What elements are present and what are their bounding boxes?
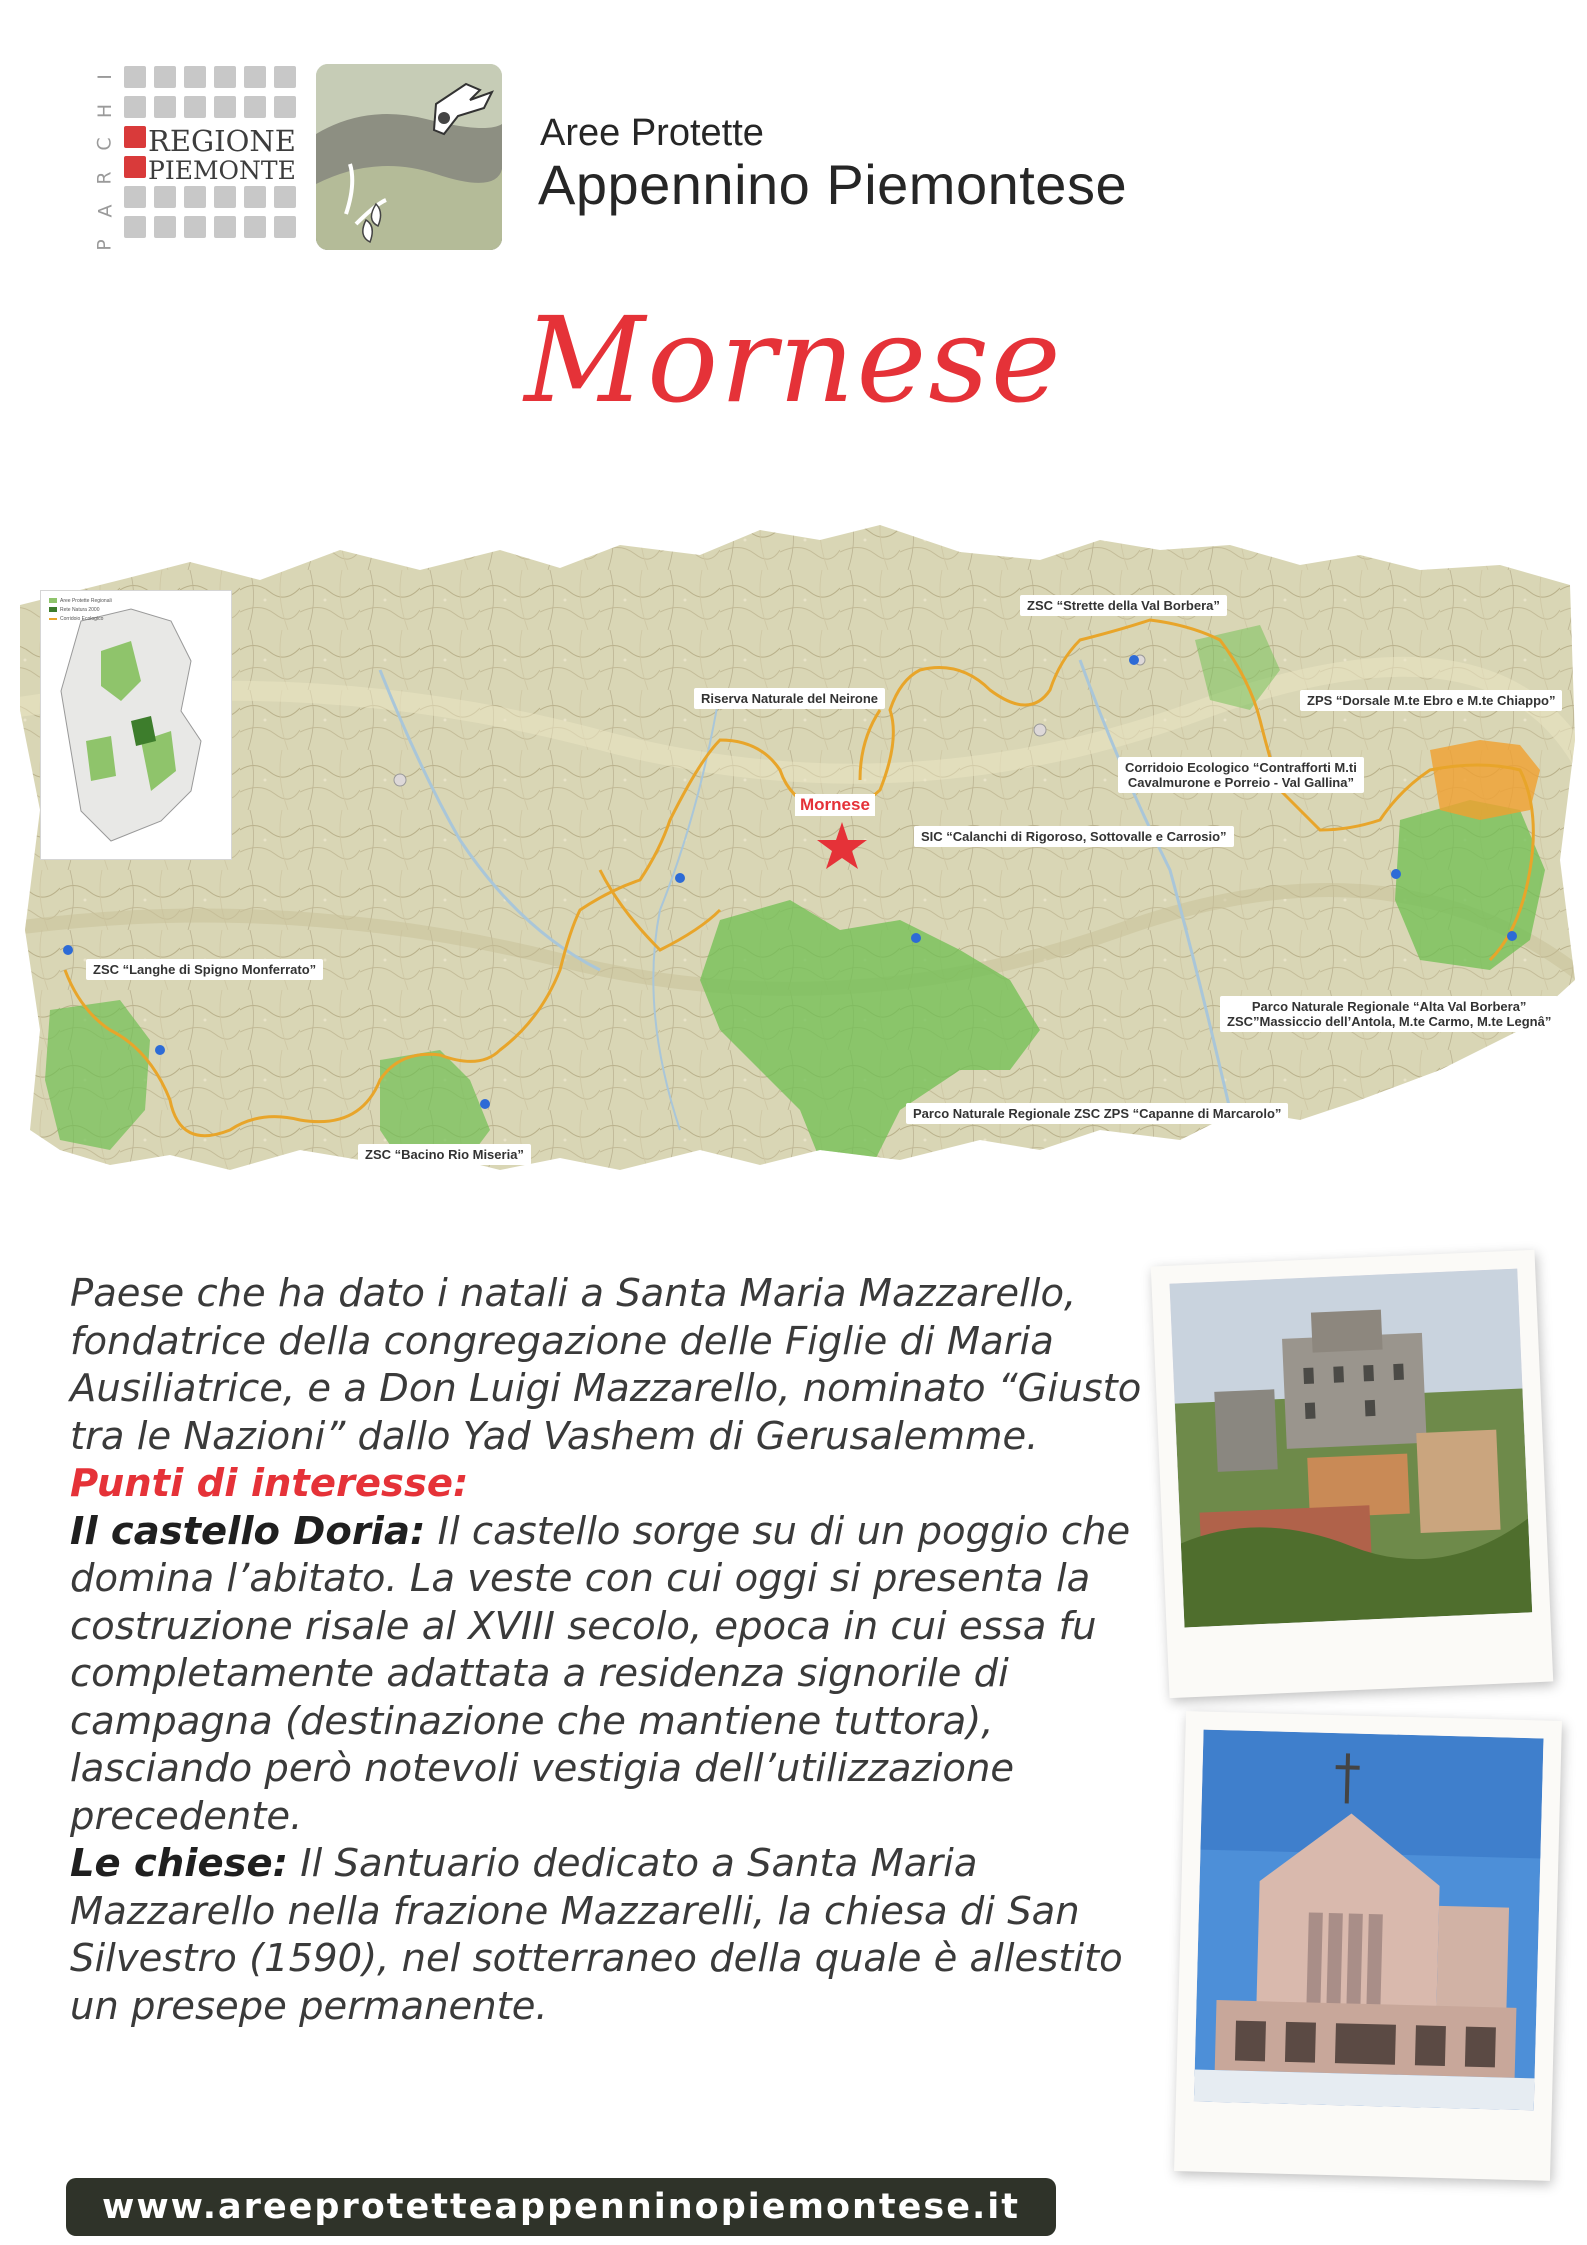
chiese-paragraph: Le chiese: Il Santuario dedicato a Santa Maria Mazzarello nella frazione Mazzarelli, la chiesa di San Silvestro (1590), nel sotterraneo della quale è allestito un presepe permanente. — [70, 1841, 1123, 2029]
website-url-link[interactable]: www.areeprotetteappenninopiemontese.it — [66, 2178, 1056, 2236]
page-title: Mornese — [524, 291, 1063, 429]
map-label-calanchi: SIC “Calanchi di Rigoroso, Sottovalle e Carrosio” — [914, 826, 1234, 847]
map-label-alta-val-borbera: Parco Naturale Regionale “Alta Val Borbera” ZSC”Massiccio dell’Antola, M.te Carmo, M.te Legnâ” — [1220, 996, 1558, 1032]
chiesa-photo — [1194, 1730, 1544, 2111]
map-label-dorsale: ZPS “Dorsale M.te Ebro e M.te Chiappo” — [1300, 690, 1562, 711]
parchi-vertical-text: I H C R A P — [93, 74, 116, 251]
header — [0, 0, 1587, 280]
castello-paragraph: Il castello Doria: Il castello sorge su di un poggio che domina l’abitato. La veste con cui oggi si presenta la costruzione risale al XVIII secolo, epoca in cui essa fu completamente adattata a residenza signorile di campagna (destinazione che mantiene tuttora), lasciando però notevoli vestigia dell’utilizzazione precedente. — [70, 1508, 1131, 1839]
castello-doria-photo — [1170, 1269, 1533, 1628]
map-label-capanne: Parco Naturale Regionale ZSC ZPS “Capanne di Marcarolo” — [906, 1103, 1288, 1124]
regione-piemonte-logo-text: REGIONE PIEMONTE — [148, 124, 296, 185]
inset-locator-map — [40, 590, 232, 860]
intro-paragraph: Paese che ha dato i natali a Santa Maria Mazzarello, fondatrice della congregazione delle Figlie di Maria Ausiliatrice, e a Don Luigi Mazzarello, nominato “Giusto tra le Nazioni” dallo Yad Vashem di Gerusalemme. — [70, 1271, 1142, 1459]
chiesa-photo-frame — [1174, 1711, 1562, 2181]
org-name-large: Appennino Piemontese — [538, 153, 1128, 216]
map-graphic — [0, 510, 1587, 1230]
inset-legend: Aree Protette Regionali Rete Natura 2000 Corridoio Ecologico — [49, 597, 112, 624]
map-label-strette: ZSC “Strette della Val Borbera” — [1020, 595, 1227, 616]
castello-photo-frame — [1151, 1250, 1553, 1698]
appennino-emblem-logo — [316, 64, 502, 250]
body-text — [70, 1270, 1150, 2030]
map-label-mornese: Mornese — [795, 794, 875, 816]
map-label-bacino: ZSC “Bacino Rio Miseria” — [358, 1144, 531, 1165]
map-label-corridoio: Corridoio Ecologico “Contrafforti M.ti Cavalmurone e Porreio - Val Gallina” — [1118, 757, 1364, 793]
org-name-small: Aree Protette — [540, 112, 764, 154]
territory-map — [0, 510, 1587, 1230]
map-label-neirone: Riserva Naturale del Neirone — [694, 688, 885, 709]
map-label-langhe: ZSC “Langhe di Spigno Monferrato” — [86, 959, 323, 980]
points-of-interest-heading: Punti di interesse: — [70, 1461, 469, 1506]
